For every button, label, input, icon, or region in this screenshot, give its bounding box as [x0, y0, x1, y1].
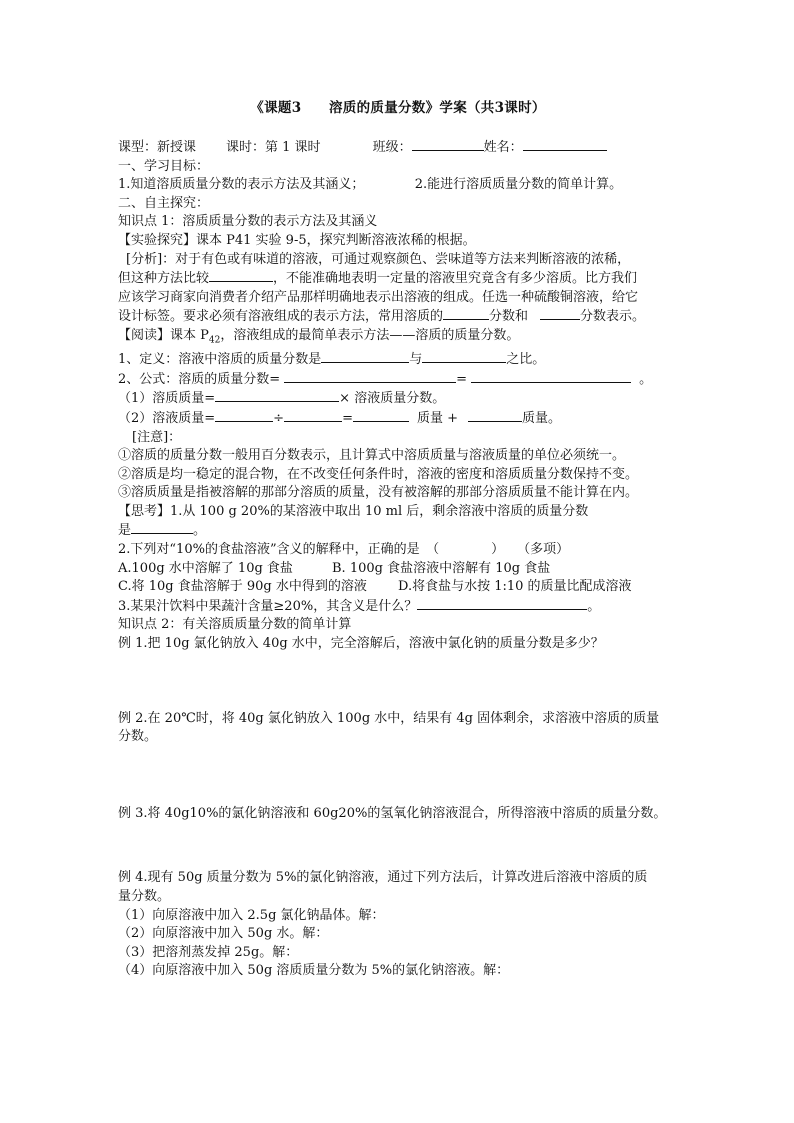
answer-space[interactable]: [118, 747, 678, 805]
note-heading: [注意]：: [132, 429, 182, 445]
reading-line: [118, 327, 678, 350]
definition-blank-1[interactable]: [321, 350, 409, 363]
example-3: 例 3.将 40g10%的氯化钠溶液和 60g20%的氢氧化钠溶液混合，所得溶液中溶质的质量分数。: [118, 805, 667, 821]
section-explore-heading: 二、自主探究：: [118, 195, 210, 211]
formula-text: 2、公式：溶质的质量分数=: [118, 371, 281, 387]
formula-2-text: 质量。: [522, 410, 562, 426]
note-1: ①溶质的质量分数一般用百分数表示，且计算式中溶质质量与溶液质量的单位必须统一。: [118, 448, 626, 464]
option-d[interactable]: D.将食盐与水按 1:10 的质量比配成溶液: [398, 579, 632, 595]
formula-blank-2[interactable]: [471, 370, 631, 383]
answer-space[interactable]: [118, 654, 678, 710]
formula-blank-1[interactable]: [284, 370, 456, 383]
section-goals-heading: 一、学习目标：: [118, 158, 210, 174]
analysis-blank-2[interactable]: [443, 307, 489, 320]
class-blank[interactable]: [412, 138, 484, 151]
analysis-blank-1[interactable]: [209, 269, 273, 282]
header-meta: [118, 138, 678, 158]
definition-line: [118, 350, 678, 370]
example-2-line-2: 分数。: [118, 729, 158, 745]
question-2: 2.下列对“10%的食盐溶液”含义的解释中，正确的是 （ ） （多项）: [118, 542, 570, 558]
analysis-text: 分数和: [489, 309, 529, 325]
knowledge-point-1: 知识点 1：溶质质量分数的表示方法及其涵义: [118, 214, 378, 230]
question-3-blank[interactable]: [417, 597, 587, 610]
option-b[interactable]: B. 100g 食盐溶液中溶解有 10g 食盐: [332, 560, 551, 576]
example-2-line-1: 例 2.在 20℃时，将 40g 氯化钠放入 100g 水中，结果有 4g 固体剩余，求溶液中溶质的质量: [118, 710, 660, 726]
example-4-part-2: （2）向原溶液中加入 50g 水。解：: [118, 926, 329, 942]
option-a[interactable]: A.100g 水中溶解了 10g 食盐: [118, 560, 293, 576]
reading-text: ，溶液组成的最简单表示方法——溶质的质量分数。: [220, 327, 520, 343]
example-4-part-4: （4）向原溶液中加入 50g 溶质质量分数为 5%的氯化钠溶液。解：: [118, 963, 510, 979]
lesson-type: 课型：新授课: [118, 140, 197, 155]
example-4-part-3: （3）把溶剂蒸发掉 25g。解：: [118, 944, 299, 960]
page-title: 《课题3 溶质的质量分数》学案（共3课时）: [250, 100, 546, 116]
formula-1-text: （1）溶质质量=: [118, 391, 216, 407]
formula-2-line: [118, 409, 678, 429]
goals-line: [118, 176, 678, 195]
analysis-text: 但这种方法比较: [118, 271, 210, 287]
analysis-text: 分数表示。: [580, 309, 646, 325]
formula-2-text: =: [342, 410, 353, 426]
think-text: 是: [118, 523, 132, 539]
think-question-1: 【思考】1.从 100 g 20%的某溶液中取出 10 ml 后，剩余溶液中溶质的质量分数: [118, 503, 589, 519]
analysis-line-3: 应该学习商家向消费者介绍产品那样明确地表示出溶液的组成。任选一种硫酸铜溶液，给它: [118, 289, 639, 305]
formula-2-text: （2）溶液质量=: [118, 410, 216, 426]
question-3: [118, 597, 678, 617]
example-4-line-1: 例 4.现有 50g 质量分数为 5%的氯化钠溶液，通过下列方法后，计算改进后溶液中溶质的质: [118, 870, 648, 886]
think-answer-line: [118, 521, 678, 541]
think-text: 。: [193, 523, 207, 539]
goal-1: 1.知道溶质质量分数的表示方法及其涵义；: [118, 177, 365, 193]
analysis-text: 设计标签。要求必须有溶液组成的表示方法，常用溶质的: [118, 309, 444, 325]
definition-text: 之比。: [506, 352, 546, 368]
example-1: 例 1.把 10g 氯化钠放入 40g 水中，完全溶解后，溶液中氯化钠的质量分数是多少？: [118, 636, 604, 652]
analysis-blank-3[interactable]: [540, 307, 580, 320]
formula-text: =: [456, 371, 468, 387]
formula-2-blank-3[interactable]: [353, 409, 409, 422]
lesson-period: 课时：第 1 课时: [226, 140, 321, 155]
definition-text: 与: [409, 352, 423, 368]
note-2: ②溶质是均一稳定的混合物，在不改变任何条件时，溶液的密度和溶质质量分数保持不变。: [118, 466, 639, 482]
knowledge-point-2: 知识点 2：有关溶质质量分数的简单计算: [118, 617, 352, 633]
goal-2: 2.能进行溶质质量分数的简单计算。: [414, 177, 623, 193]
formula-1-blank[interactable]: [215, 389, 339, 402]
option-c[interactable]: C.将 10g 食盐溶解于 90g 水中得到的溶液: [118, 579, 367, 595]
example-4-part-1: （1）向原溶液中加入 2.5g 氯化钠晶体。解：: [118, 907, 385, 923]
formula-2-text: ÷: [273, 410, 285, 426]
definition-blank-2[interactable]: [422, 350, 506, 363]
analysis-line-1: [分析]：对于有色或有味道的溶液，可通过观察颜色、尝味道等方法来判断溶液的浓稀，: [126, 251, 631, 267]
question-3-text: 。: [587, 598, 601, 614]
page-subscript: 42: [208, 335, 221, 346]
formula-2-blank-1[interactable]: [215, 409, 273, 422]
analysis-line-2: [118, 269, 678, 289]
formula-1-line: [118, 389, 678, 409]
formula-line: [118, 370, 678, 390]
formula-2-text: 质量 +: [416, 410, 459, 426]
formula-text: 。: [639, 371, 653, 387]
answer-space[interactable]: [118, 823, 678, 869]
formula-1-text: × 溶液质量分数。: [339, 391, 446, 407]
experiment-inquiry: 【实验探究】课本 P41 实验 9-5，探究判断溶液浓稀的根据。: [118, 232, 476, 248]
formula-2-blank-2[interactable]: [284, 409, 342, 422]
name-blank[interactable]: [523, 138, 607, 151]
analysis-line-4: [118, 307, 678, 327]
worksheet: [118, 96, 678, 981]
analysis-text: ，不能准确地表明一定量的溶液里究竟含有多少溶质。比方我们: [273, 271, 638, 287]
class-label: 班级：: [372, 140, 412, 155]
example-4-line-2: 量分数。: [118, 889, 171, 904]
name-label: 姓名：: [483, 140, 523, 155]
note-3: ③溶质质量是指被溶解的那部分溶质的质量，没有被溶解的那部分溶质质量不能计算在内。: [118, 485, 639, 501]
think-blank[interactable]: [131, 521, 193, 534]
question-3-text: 3.某果汁饮料中果蔬汁含量≥20%，其含义是什么？: [118, 598, 418, 614]
question-2-options-ab: [118, 560, 678, 579]
formula-2-blank-4[interactable]: [468, 409, 522, 422]
definition-text: 1、定义：溶液中溶质的质量分数是: [118, 352, 322, 368]
reading-text: 【阅读】课本 P: [118, 327, 209, 343]
question-2-options-cd: [118, 578, 678, 597]
